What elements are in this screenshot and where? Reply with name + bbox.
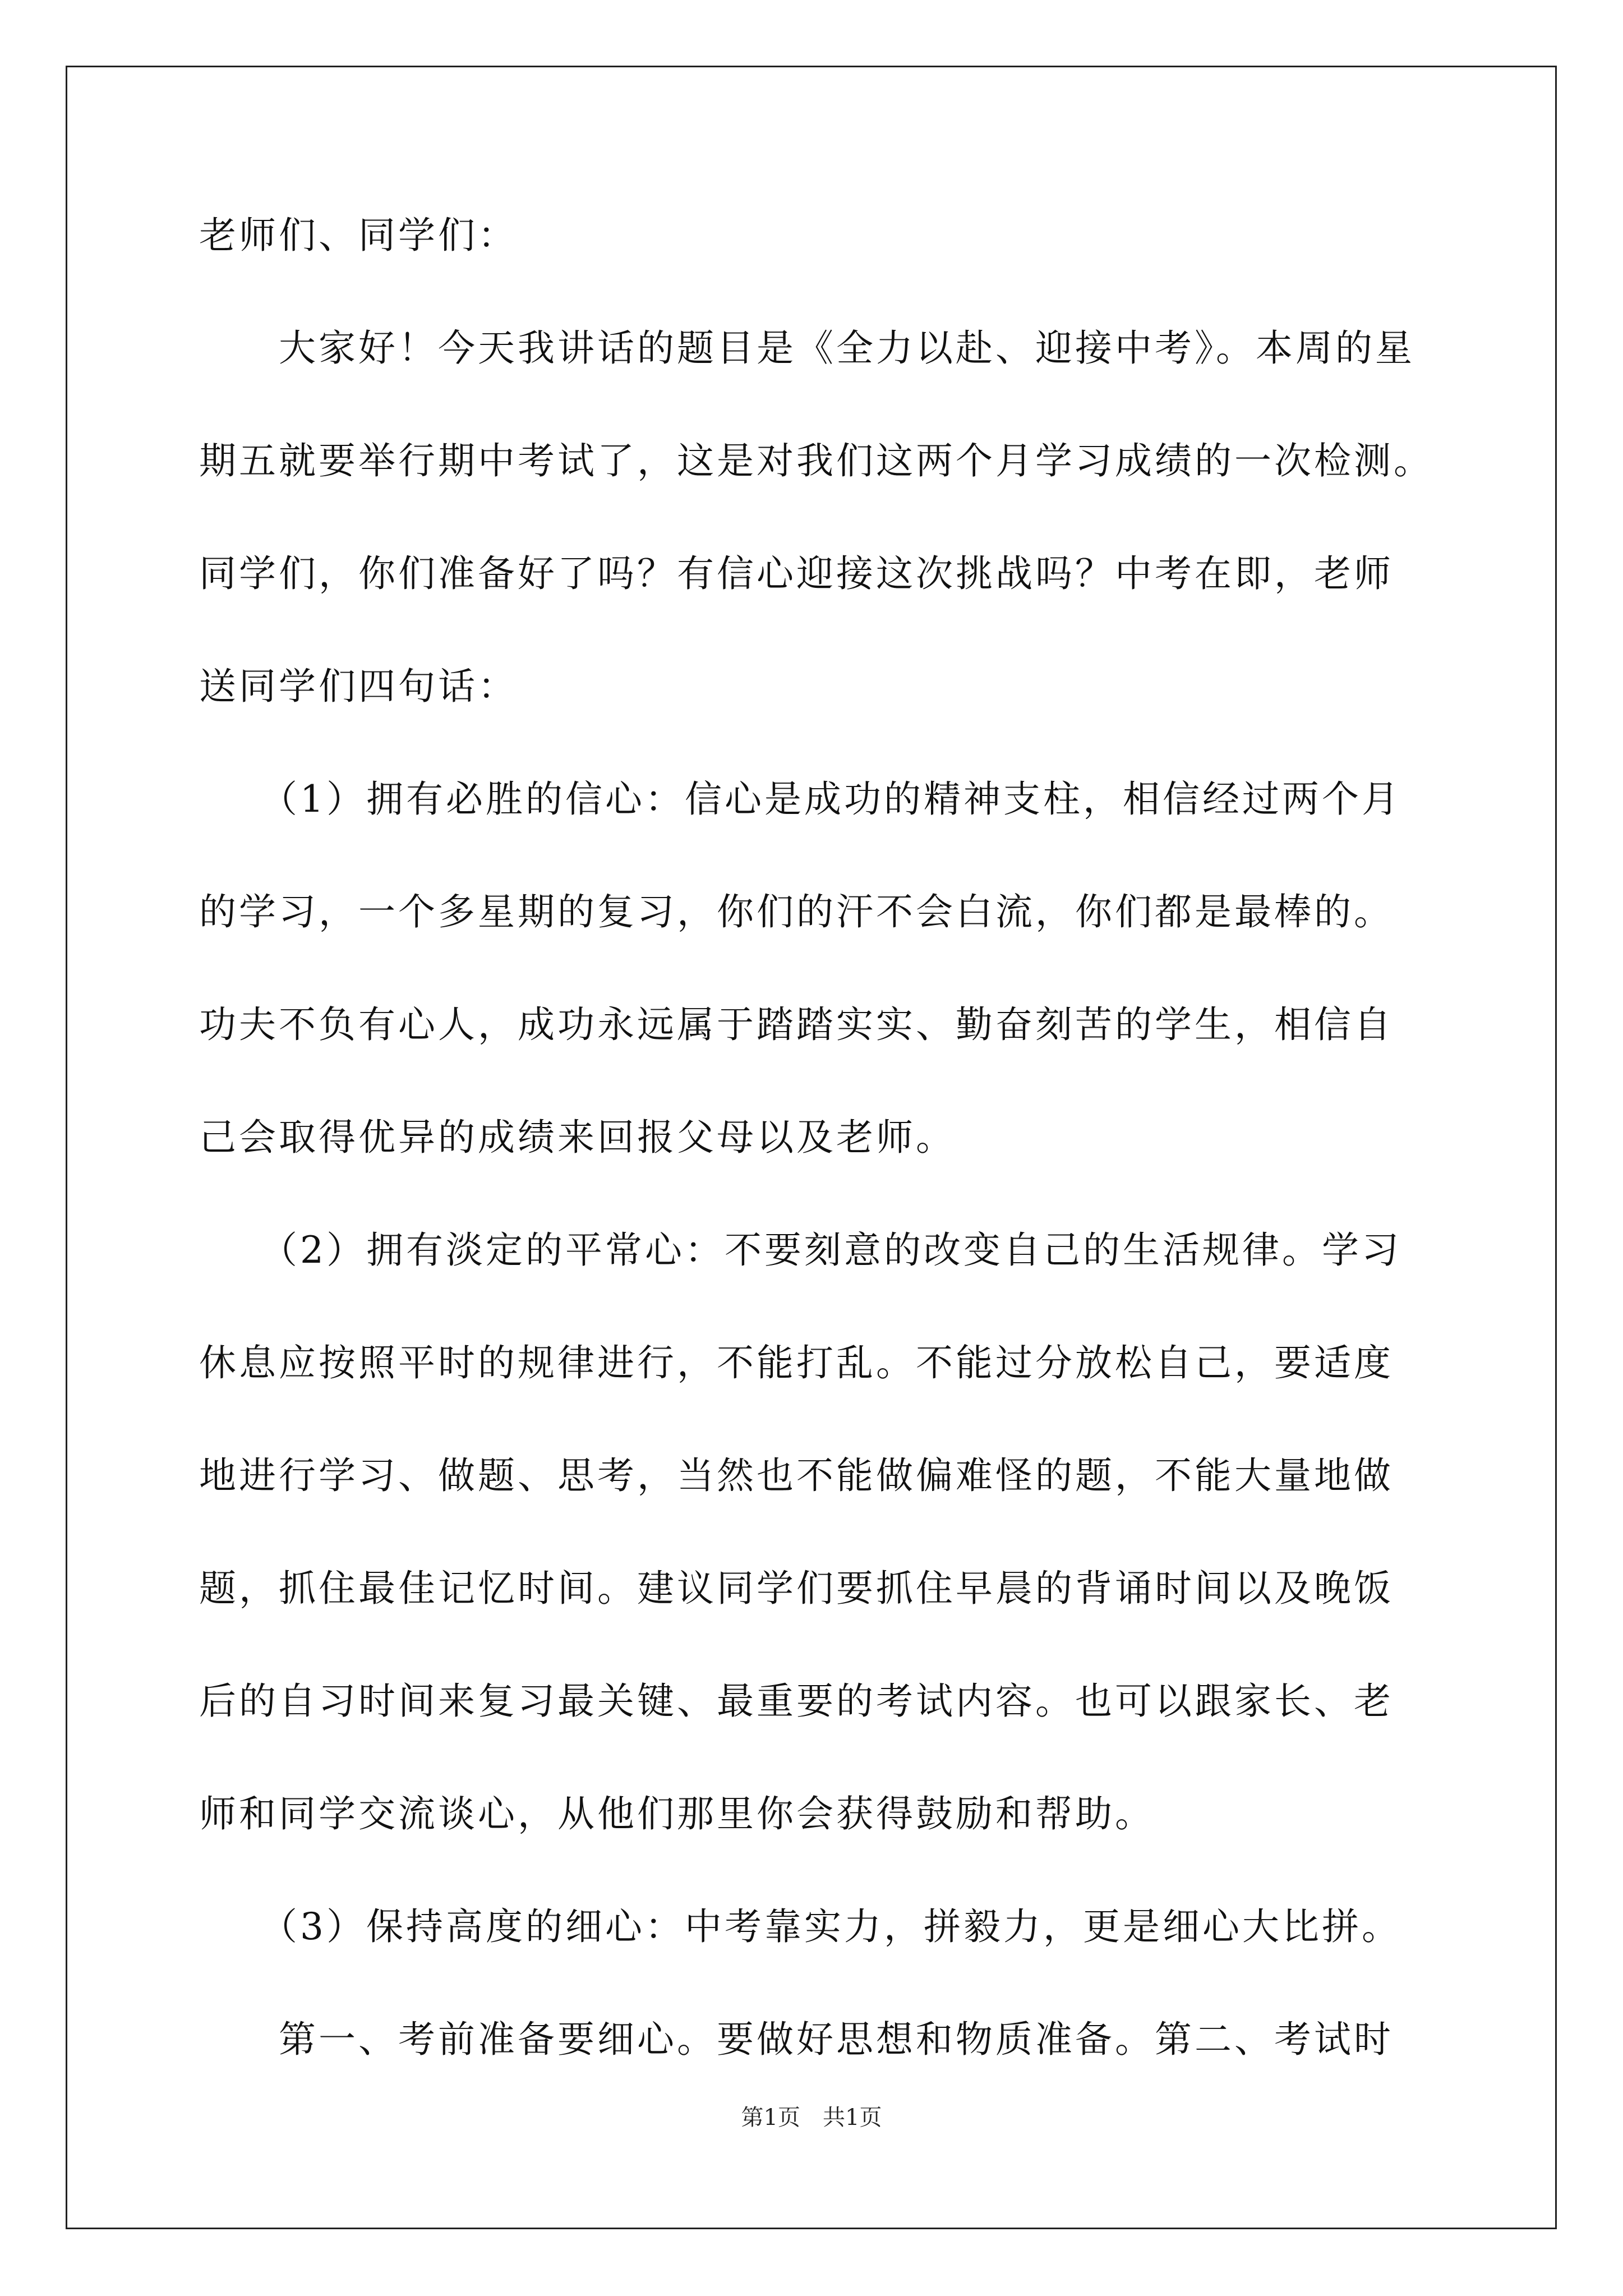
body-line: 题，抓住最佳记忆时间。建议同学们要抓住早晨的背诵时间以及晚饭 (199, 1567, 1394, 1610)
body-line: 同学们，你们准备好了吗？有信心迎接这次挑战吗？中考在即，老师 (199, 552, 1394, 595)
body-line: 送同学们四句话： (199, 665, 518, 708)
body-line: 后的自习时间来复习最关键、最重要的考试内容。也可以跟家长、老 (199, 1680, 1394, 1723)
body-line: （2）拥有淡定的平常心：不要刻意的改变自己的生活规律。学习 (199, 1228, 1401, 1272)
page-number-footer: 第1页 共1页 (741, 2105, 882, 2131)
body-line: 休息应按照平时的规律进行，不能打乱。不能过分放松自己，要适度 (199, 1341, 1394, 1384)
body-line: 大家好！今天我讲话的题目是《全力以赴、迎接中考》。本周的星 (199, 326, 1415, 370)
body-line: 第一、考前准备要细心。要做好思想和物质准备。第二、考试时 (199, 2018, 1394, 2061)
body-line: 期五就要举行期中考试了，这是对我们这两个月学习成绩的一次检测。 (199, 439, 1433, 482)
body-line: （1）拥有必胜的信心：信心是成功的精神支柱，相信经过两个月 (199, 777, 1401, 821)
body-line: 师和同学交流谈心，从他们那里你会获得鼓励和帮助。 (199, 1792, 1155, 1835)
body-line: 己会取得优异的成绩来回报父母以及老师。 (199, 1116, 956, 1159)
body-line: 地进行学习、做题、思考，当然也不能做偏难怪的题，不能大量地做 (199, 1454, 1394, 1497)
salutation-line: 老师们、同学们： (199, 214, 518, 257)
body-line: （3）保持高度的细心：中考靠实力，拼毅力，更是细心大比拼。 (199, 1905, 1401, 1948)
body-line: 的学习，一个多星期的复习，你们的汗不会白流，你们都是最棒的。 (199, 890, 1394, 933)
body-line: 功夫不负有心人，成功永远属于踏踏实实、勤奋刻苦的学生，相信自 (199, 1003, 1394, 1046)
